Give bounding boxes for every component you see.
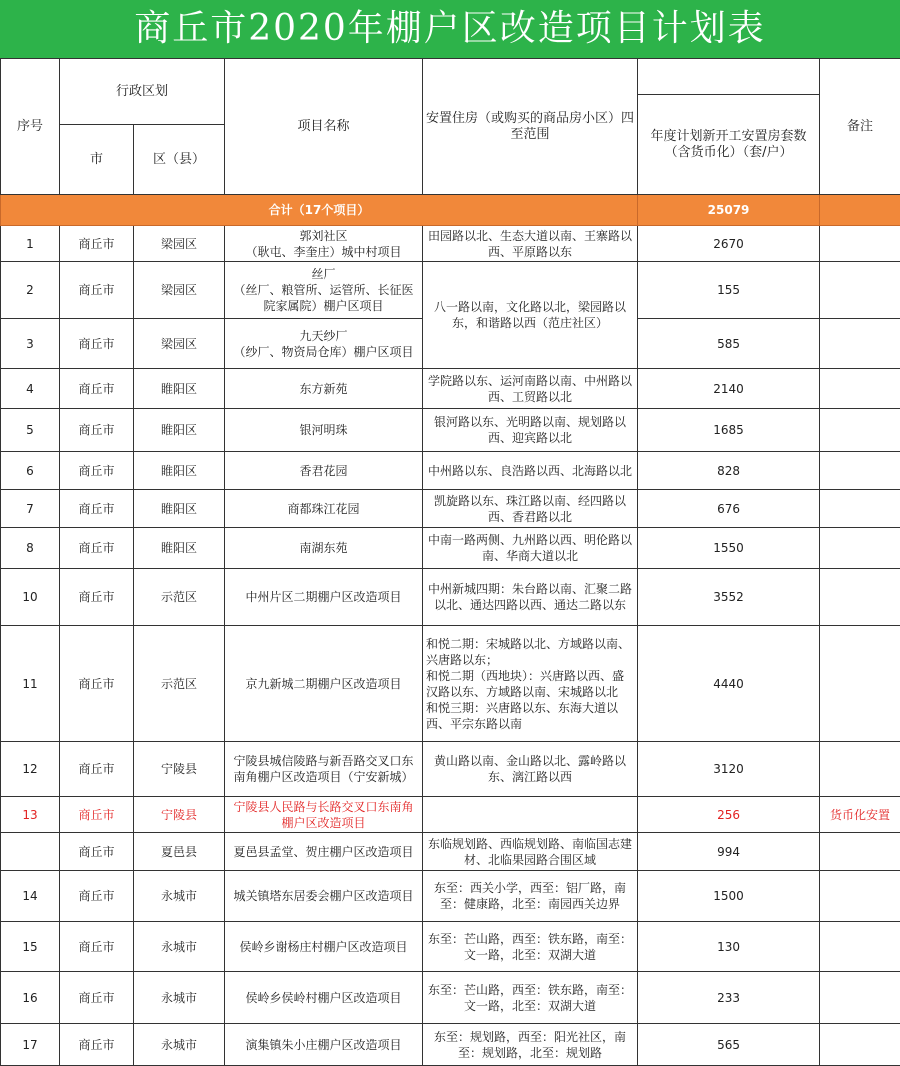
header-admin: 行政区划 xyxy=(60,59,225,125)
total-row xyxy=(1,195,900,226)
header-note: 备注 xyxy=(820,59,900,195)
table-row: 6 商丘市 睢阳区 香君花园 中州路以东、良浩路以西、北海路以北 828 xyxy=(1,452,900,490)
note-cell: 货币化安置 xyxy=(820,797,900,833)
table-row: 7 商丘市 睢阳区 商都珠江花园 凯旋路以东、珠江路以南、经四路以西、香君路以北 676 xyxy=(1,490,900,528)
header-seq: 序号 xyxy=(1,59,60,195)
table-row: 12 商丘市 宁陵县 宁陵县城信陵路与新吾路交叉口东南角棚户区改造项目（宁安新城） 黄山路以南、金山路以北、露岭路以东、漓江路以西 3120 xyxy=(1,742,900,797)
page-title: 商丘市2020年棚户区改造项目计划表 xyxy=(0,0,900,58)
total-label: 合计（17个项目） xyxy=(1,195,638,226)
table-row: 11 商丘市 示范区 京九新城二期棚户区改造项目 和悦二期：宋城路以北、方域路以南、兴唐路以东； 和悦二期（西地块）：兴唐路以西、盛汉路以东、方域路以南、宋城路以北 和悦三期：兴唐路以东、东海大道以西、平宗东路以南 4440 xyxy=(1,626,900,742)
table-row: 4 商丘市 睢阳区 东方新苑 学院路以东、运河南路以南、中州路以西、工贸路以北 2140 xyxy=(1,369,900,409)
table-row: 商丘市 夏邑县 夏邑县孟堂、贺庄棚户区改造项目 东临规划路、西临规划路、南临国志建材、北临果园路合围区域 994 xyxy=(1,833,900,871)
table-row-highlighted: 13 商丘市 宁陵县 宁陵县人民路与长路交叉口东南角棚户区改造项目 256 货币化安置 xyxy=(1,797,900,833)
location-cell: 八一路以南，文化路以北，梁园路以东，和谐路以西（范庄社区） xyxy=(423,262,638,369)
table-row: 15 商丘市 永城市 侯岭乡谢杨庄村棚户区改造项目 东至：芒山路，西至：铁东路，南至：文一路，北至：双湖大道 130 xyxy=(1,922,900,972)
table-row: 5 商丘市 睢阳区 银河明珠 银河路以东、光明路以南、规划路以西、迎宾路以北 1685 xyxy=(1,409,900,452)
table-row: 3 商丘市 梁园区 九天纱厂 （纱厂、物资局仓库）棚户区项目 585 xyxy=(1,319,900,369)
location-cell: 田园路以北、生态大道以南、王寨路以西、平原路以东 xyxy=(423,226,638,262)
table-row: 10 商丘市 示范区 中州片区二期棚户区改造项目 中州新城四期：朱台路以南、汇聚二路以北、通达四路以西、通达二路以东 3552 xyxy=(1,569,900,626)
table-row: 14 商丘市 永城市 城关镇塔东居委会棚户区改造项目 东至：西关小学，西至：铝厂路，南至：健康路，北至：南园西关边界 1500 xyxy=(1,871,900,922)
table-row: 1 商丘市 梁园区 郭刘社区 （耿屯、李奎庄）城中村项目 田园路以北、生态大道以南、王寨路以西、平原路以东 2670 xyxy=(1,226,900,262)
header-project: 项目名称 xyxy=(225,59,423,195)
table-row: 17 商丘市 永城市 演集镇朱小庄棚户区改造项目 东至：规划路，西至：阳光社区，南至：规划路，北至：规划路 565 xyxy=(1,1024,900,1066)
table-row: 2 商丘市 梁园区 丝厂 （丝厂、粮管所、运管所、长征医院家属院）棚户区项目 八一路以南，文化路以北，梁园路以东，和谐路以西（范庄社区） 155 xyxy=(1,262,900,319)
header-units-top xyxy=(638,59,820,95)
header-units: 年度计划新开工安置房套数（含货币化）（套/户） xyxy=(638,95,820,195)
total-units: 25079 xyxy=(638,195,820,226)
table-row: 8 商丘市 睢阳区 南湖东苑 中南一路两侧、九州路以西、明伦路以南、华商大道以北 1550 xyxy=(1,528,900,569)
header-city: 市 xyxy=(60,125,134,195)
project-table xyxy=(0,58,900,1066)
header-district: 区（县） xyxy=(134,125,225,195)
header-location: 安置住房（或购买的商品房小区）四至范围 xyxy=(423,59,638,195)
table-row: 16 商丘市 永城市 侯岭乡侯岭村棚户区改造项目 东至：芒山路，西至：铁东路，南至：文一路，北至：双湖大道 233 xyxy=(1,972,900,1024)
